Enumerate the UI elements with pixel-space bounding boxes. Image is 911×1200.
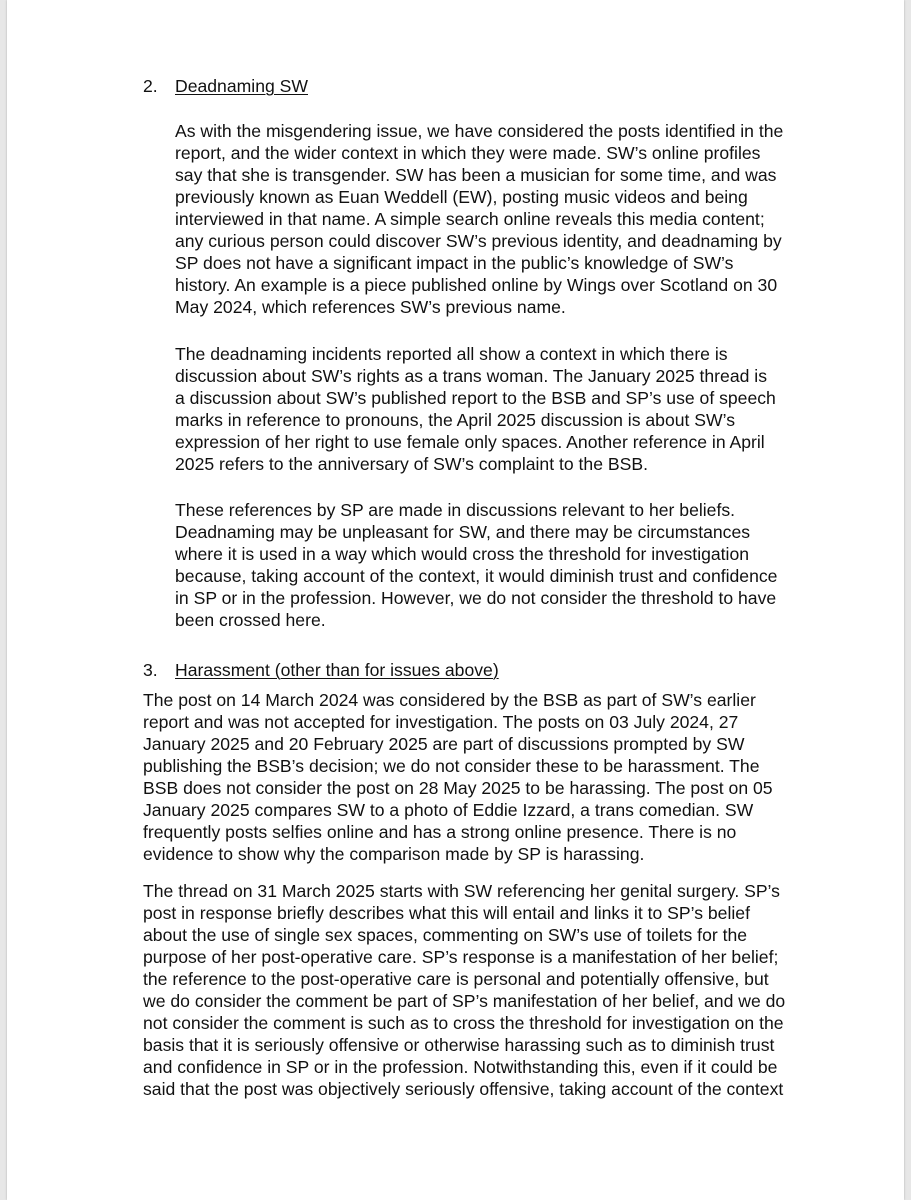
paragraph: The deadnaming incidents reported all show a context in which there is discussion about SW’s rights as a trans woman. The January 2025 thread is a discussion about SW’s published report to the BSB and SP’s use of speech marks in reference to pronouns, the April 2025 discussion is about SW’s expression of her right to use female only spaces. Another reference in April 2025 refers to the anniversary of SW’s complaint to the BSB. bbox=[175, 344, 776, 475]
section-number: 2. bbox=[143, 76, 158, 96]
paragraph: The post on 14 March 2024 was considered by the BSB as part of SW’s earlier report and was not accepted for investigation. The posts on 03 July 2024, 27 January 2025 and 20 February 2025 are part of discussions prompted by SW publishing the BSB’s decision; we do not consider these to be harassment. The BSB does not consider the post on 28 May 2025 to be harassing. The post on 05 January 2025 compares SW to a photo of Eddie Izzard, a trans comedian. SW frequently posts selfies online and has a strong online presence. There is no evidence to show why the comparison made by SP is harassing. bbox=[143, 690, 773, 865]
section-heading-deadnaming bbox=[143, 75, 308, 97]
paragraph: As with the misgendering issue, we have considered the posts identified in the report, and the wider context in which they were made. SW’s online profiles say that she is transgender. SW has been a musician for some time, and was previously known as Euan Weddell (EW), posting music videos and being interviewed in that name. A simple search online reveals this media content; any curious person could discover SW’s previous identity, and deadnaming by SP does not have a significant impact in the public’s knowledge of SW’s history. An example is a piece published online by Wings over Scotland on 30 May 2024, which references SW’s previous name. bbox=[175, 121, 784, 318]
paragraph: These references by SP are made in discussions relevant to her beliefs. Deadnaming may be unpleasant for SW, and there may be circumstances where it is used in a way which would cross the threshold for investigation because, taking account of the context, it would diminish trust and confidence in SP or in the profession. However, we do not consider the threshold to have been crossed here. bbox=[175, 500, 778, 631]
document-page bbox=[7, 0, 904, 1200]
paragraph: The thread on 31 March 2025 starts with SW referencing her genital surgery. SP’s post in response briefly describes what this will entail and links it to SP’s belief about the use of single sex spaces, commenting on SW’s use of toilets for the purpose of her post-operative care. SP’s response is a manifestation of her belief; the reference to the post-operative care is personal and potentially offensive, but we do consider the comment be part of SP’s manifestation of her belief, and we do not consider the comment is such as to cross the threshold for investigation on the basis that it is seriously offensive or otherwise harassing such as to diminish trust and confidence in SP or in the profession. Notwithstanding this, even if it could be said that the post was objectively seriously offensive, taking account of the context bbox=[143, 881, 786, 1100]
section-number: 3. bbox=[143, 660, 158, 680]
section-title: Harassment (other than for issues above) bbox=[175, 660, 499, 680]
section-title: Deadnaming SW bbox=[175, 76, 308, 96]
section-heading-harassment bbox=[143, 659, 499, 681]
